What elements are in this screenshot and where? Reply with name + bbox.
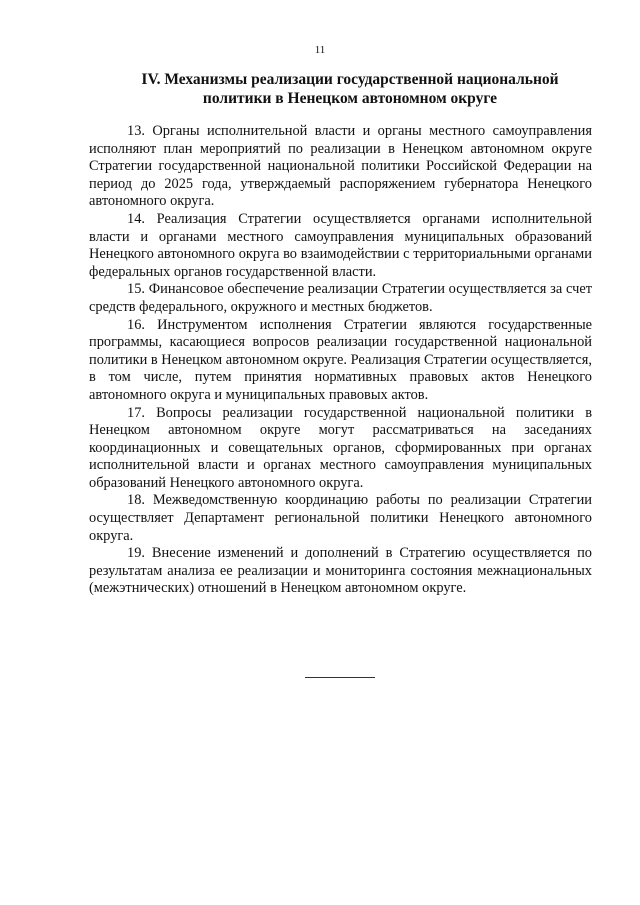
document-body (89, 123, 592, 598)
paragraph-14: 14. Реализация Стратегии осуществляется органами исполнительной власти и органами местного самоуправления муниципальных образований Ненецкого автономного округа во взаимодействии с территориальными органами федеральных органов государственной власти. (89, 210, 592, 280)
paragraph-13: 13. Органы исполнительной власти и органы местного самоуправления исполняют план мероприятий по реализации в Ненецком автономном округе Стратегии государственной национальной политики Российской Федерации на период до 2025 года, утверждаемый распоряжением губернатора Ненецкого автономного округа. (89, 123, 592, 210)
section-title-line-1: IV. Механизмы реализации государственной национальной (141, 71, 559, 88)
paragraph-17: 17. Вопросы реализации государственной национальной политики в Ненецком автономном округе могут рассматриваться на заседаниях координационных и совещательных органов, сформированных при органах исполнительной власти и органах местного самоуправления муниципальных образований Ненецкого автономного округа. (89, 404, 592, 491)
paragraph-16: 16. Инструментом исполнения Стратегии являются государственные программы, касающиеся вопросов реализации государственной национальной политики в Ненецком автономном округе. Реализация Стратегии осуществляется, в том числе, путем принятия нормативных правовых актов Ненецкого автономного округа и муниципальных правовых актов. (89, 316, 593, 403)
page-number: 11 (314, 44, 326, 56)
section-title-line-2: политики в Ненецком автономном округе (202, 90, 498, 107)
paragraph-15: 15. Финансовое обеспечение реализации Стратегии осуществляется за счет средств федерального, окружного и местных бюджетов. (89, 281, 592, 315)
paragraph-19: 19. Внесение изменений и дополнений в Стратегию осуществляется по результатам анализа ее реализации и мониторинга состояния межнациональных (межэтнических) отношений в Ненецком автономном округе. (89, 545, 592, 597)
section-title (120, 70, 580, 108)
paragraph-18: 18. Межведомственную координацию работы по реализации Стратегии осуществляет Департамент региональной политики Ненецкого автономного округа. (89, 492, 592, 544)
end-of-document-rule (305, 677, 375, 678)
